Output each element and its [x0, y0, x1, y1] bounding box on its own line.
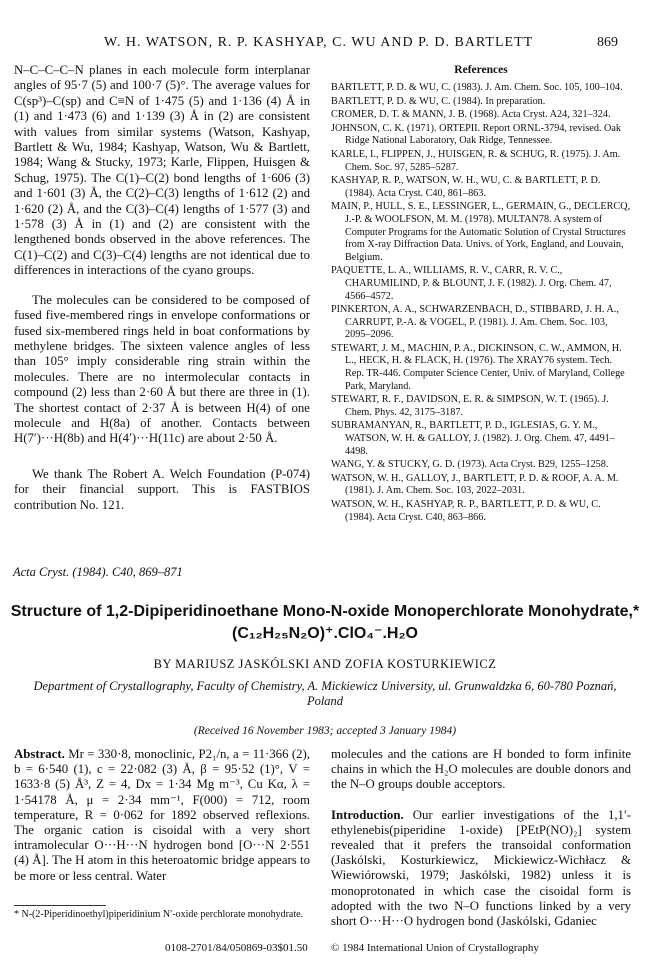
references-section	[331, 64, 631, 525]
reference-item: PINKERTON, A. A., SCHWARZENBACH, D., STIBBARD, J. H. A., CARRUPT, P.-A. & VOGEL, P. (1981). J. Am. Chem. Soc. 103, 2095–2096.	[331, 304, 619, 341]
title-line-1: Structure of 1,2-Dipiperidinoethane Mono-N-oxide Monoperchlorate Monohydrate,*	[10, 603, 640, 620]
abstract	[14, 747, 310, 884]
reference-item: SUBRAMANYAN, R., BARTLETT, P. D., IGLESIAS, G. Y. M., WATSON, W. H. & GALLOY, J. (1982). J. Org. Chem. 47, 4491–4498.	[331, 420, 615, 457]
article-title	[0, 601, 650, 645]
abstract-text: Mr = 330·8, monoclinic, P2₁/n, a = 11·366 (2), b = 6·540 (1), c = 22·082 (3) Å, β = 95·52 (1)°, V = 1633·8 (5) Å³, Z = 4, Dx = 1·34 Mg m⁻³, Cu Kα, λ = 1·54178 Å, μ = 2·34 mm⁻¹, F(000) = 712, room temperature, R = 0·062 for 1892 observed reflexions. The organic cation is cisoidal with a very short intramolecular O···H···N hydrogen bond [O···N 2·551 (4) Å]. The H atom in this heteroatomic bridge appears to be more or less central. Water	[14, 747, 310, 883]
title-formula: (C₁₂H₂₅N₂O)⁺.ClO₄⁻.H₂O	[231, 625, 418, 642]
page-number: 869	[597, 35, 618, 50]
reference-item: JOHNSON, C. K. (1971). ORTEPII. Report ORNL-3794, revised. Oak Ridge National Laboratory, Oak Ridge, Tennessee.	[331, 122, 621, 147]
reference-item: CROMER, D. T. & MANN, J. B. (1968). Acta Cryst. A24, 321–324.	[331, 109, 611, 121]
right-body	[331, 747, 631, 944]
abstract-continued: molecules and the cations are H bonded to form infinite chains in which the H₂O molecules are double donors and the N–O groups double acceptors.	[331, 747, 631, 792]
copyright: © 1984 International Union of Crystallography	[331, 942, 539, 954]
running-header-authors: W. H. WATSON, R. P. KASHYAP, C. WU AND P. D. BARTLETT	[104, 35, 534, 50]
reference-item: WATSON, W. H., KASHYAP, R. P., BARTLETT, P. D. & WU, C. (1984). Acta Cryst. C40, 863–866.	[331, 499, 601, 523]
reference-item: WATSON, W. H., GALLOY, J., BARTLETT, P. D. & ROOF, A. A. M. (1981). J. Am. Chem. Soc. 103, 2022–2031.	[331, 472, 619, 497]
references-heading: References	[454, 64, 508, 76]
journal-citation: Acta Cryst. (1984). C40, 869–871	[13, 565, 183, 579]
reference-item: STEWART, R. F., DAVIDSON, E. R. & SIMPSON, W. T. (1965). J. Chem. Phys. 42, 3175–3187.	[331, 394, 609, 418]
introduction-text: Our earlier investigations of the 1,1′-ethylenebis(piperidine 1-oxide) [PEtP(NO)₂] system revealed that it prefers the transoidal conformation (Jaskólski, Kosturkiewicz, Mickiewicz-Wichłacz & Wiewiórowski, 1979; Jaskólski, 1982) unless it is monoprotonated in which case the cisoidal form is adopted with the two N–O functions linked by a very short O···H···O hydrogen bond (Jaskólski, Gdaniec	[331, 807, 631, 929]
reference-item: KARLE, I., FLIPPEN, J., HUISGEN, R. & SCHUG, R. (1975). J. Am. Chem. Soc. 97, 5285–5287.	[331, 148, 621, 173]
reference-item: BARTLETT, P. D. & WU, C. (1984). In preparation.	[331, 95, 546, 107]
author-byline: BY MARIUSZ JASKÓLSKI AND ZOFIA KOSTURKIEWICZ	[153, 657, 497, 671]
reference-item: PAQUETTE, L. A., WILLIAMS, R. V., CARR, R. V. C., CHARUMILIND, P. & BLOUNT, J. F. (1982). J. Org. Chem. 47, 4566–4572.	[331, 265, 612, 302]
reference-item: STEWART, J. M., MACHIN, P. A., DICKINSON, C. W., AMMON, H. L., HECK, H. & FLACK, H. (1976). The XRAY76 system. Tech. Rep. TR-446. Computer Science Center, Univ. of Maryland, College Park, Maryland.	[331, 342, 625, 392]
affiliation: Department of Crystallography, Faculty of Chemistry, A. Mickiewicz University, ul. Grunwaldzka 6, 60-780 Poznań, Poland	[33, 679, 617, 708]
reference-item: MAIN, P., HULL, S. E., LESSINGER, L., GERMAIN, G., DECLERCQ, J.-P. & WOOLFSON, M. M. (1978). MULTAN78. A system of Computer Programs for the Automatic Solution of Crystal Structures from X-ray Diffraction Data. Univs. of York, England, and Louvain, Belgium.	[331, 201, 631, 263]
reference-item: BARTLETT, P. D. & WU, C. (1983). J. Am. Chem. Soc. 105, 100–104.	[331, 82, 623, 93]
footnote: * N-(2-Piperidinoethyl)piperidinium N′-oxide perchlorate monohydrate.	[14, 909, 304, 920]
paragraph-bond-lengths: N–C–C–C–N planes in each molecule form interplanar angles of 95·7 (5) and 100·7 (5)°. The average values for C(sp³)–C(sp) and C≡N of 1·475 (5) and 1·136 (4) Å in (1) and 1·473 (6) and 1·139 (3) Å in (2) are consistent with values from similar systems (Watson, Kashyap, Bartlett & Wu, 1984; Kashyap, Watson, Wu & Bartlett, 1984; Wang & Stucky, 1973; Karle, Flippen, Huisgen & Schug, 1975). The C(1)–C(2) bond lengths of 1·606 (3) and 1·601 (3) Å, the C(2)–C(3) lengths of 1·612 (2) and 1·620 (2) Å, and the C(3)–C(4) lengths of 1·577 (3) and 1·578 (3) Å in (1) and (2) are consistent with the lengthened bonds observed in the above references. The C(1)–C(2) and C(3)–C(4) lengths are not identical due to differences in interactions of the cyano groups.	[14, 63, 310, 278]
reference-item: KASHYAP, R. P., WATSON, W. H., WU, C. & BARTLETT, P. D. (1984). Acta Cryst. C40, 861–863.	[331, 175, 601, 199]
paragraph-ring-conformation: The molecules can be considered to be composed of fused five-membered rings in envelope conformations or fused six-membered rings held in boat conformations by methylene bridges. The sixteen valence angles of less than 105° imply considerable ring strain within the molecules. There are no intermolecular contacts in compound (2) less than 2·60 Å but there are three in (1). The shortest contact of 2·37 Å is between H(4) of one molecule and H(8a) of another. Contacts between H(7′)···H(8b) and H(4′)···H(11c) are about 2·50 Å.	[14, 292, 310, 446]
abstract-label: Abstract.	[14, 747, 65, 761]
introduction	[331, 808, 631, 930]
received-dates: (Received 16 November 1983; accepted 3 January 1984)	[193, 725, 457, 737]
introduction-label: Introduction.	[331, 807, 404, 822]
reference-item: WANG, Y. & STUCKY, G. D. (1973). Acta Cryst. B29, 1255–1258.	[331, 459, 609, 471]
paragraph-acknowledgement: We thank The Robert A. Welch Foundation (P-074) for their financial support. This is FASTBIOS contribution No. 121.	[14, 466, 310, 512]
article-code: 0108-2701/84/050869-03$01.50	[165, 942, 308, 954]
left-column	[14, 63, 310, 527]
footnote-divider	[14, 905, 106, 906]
